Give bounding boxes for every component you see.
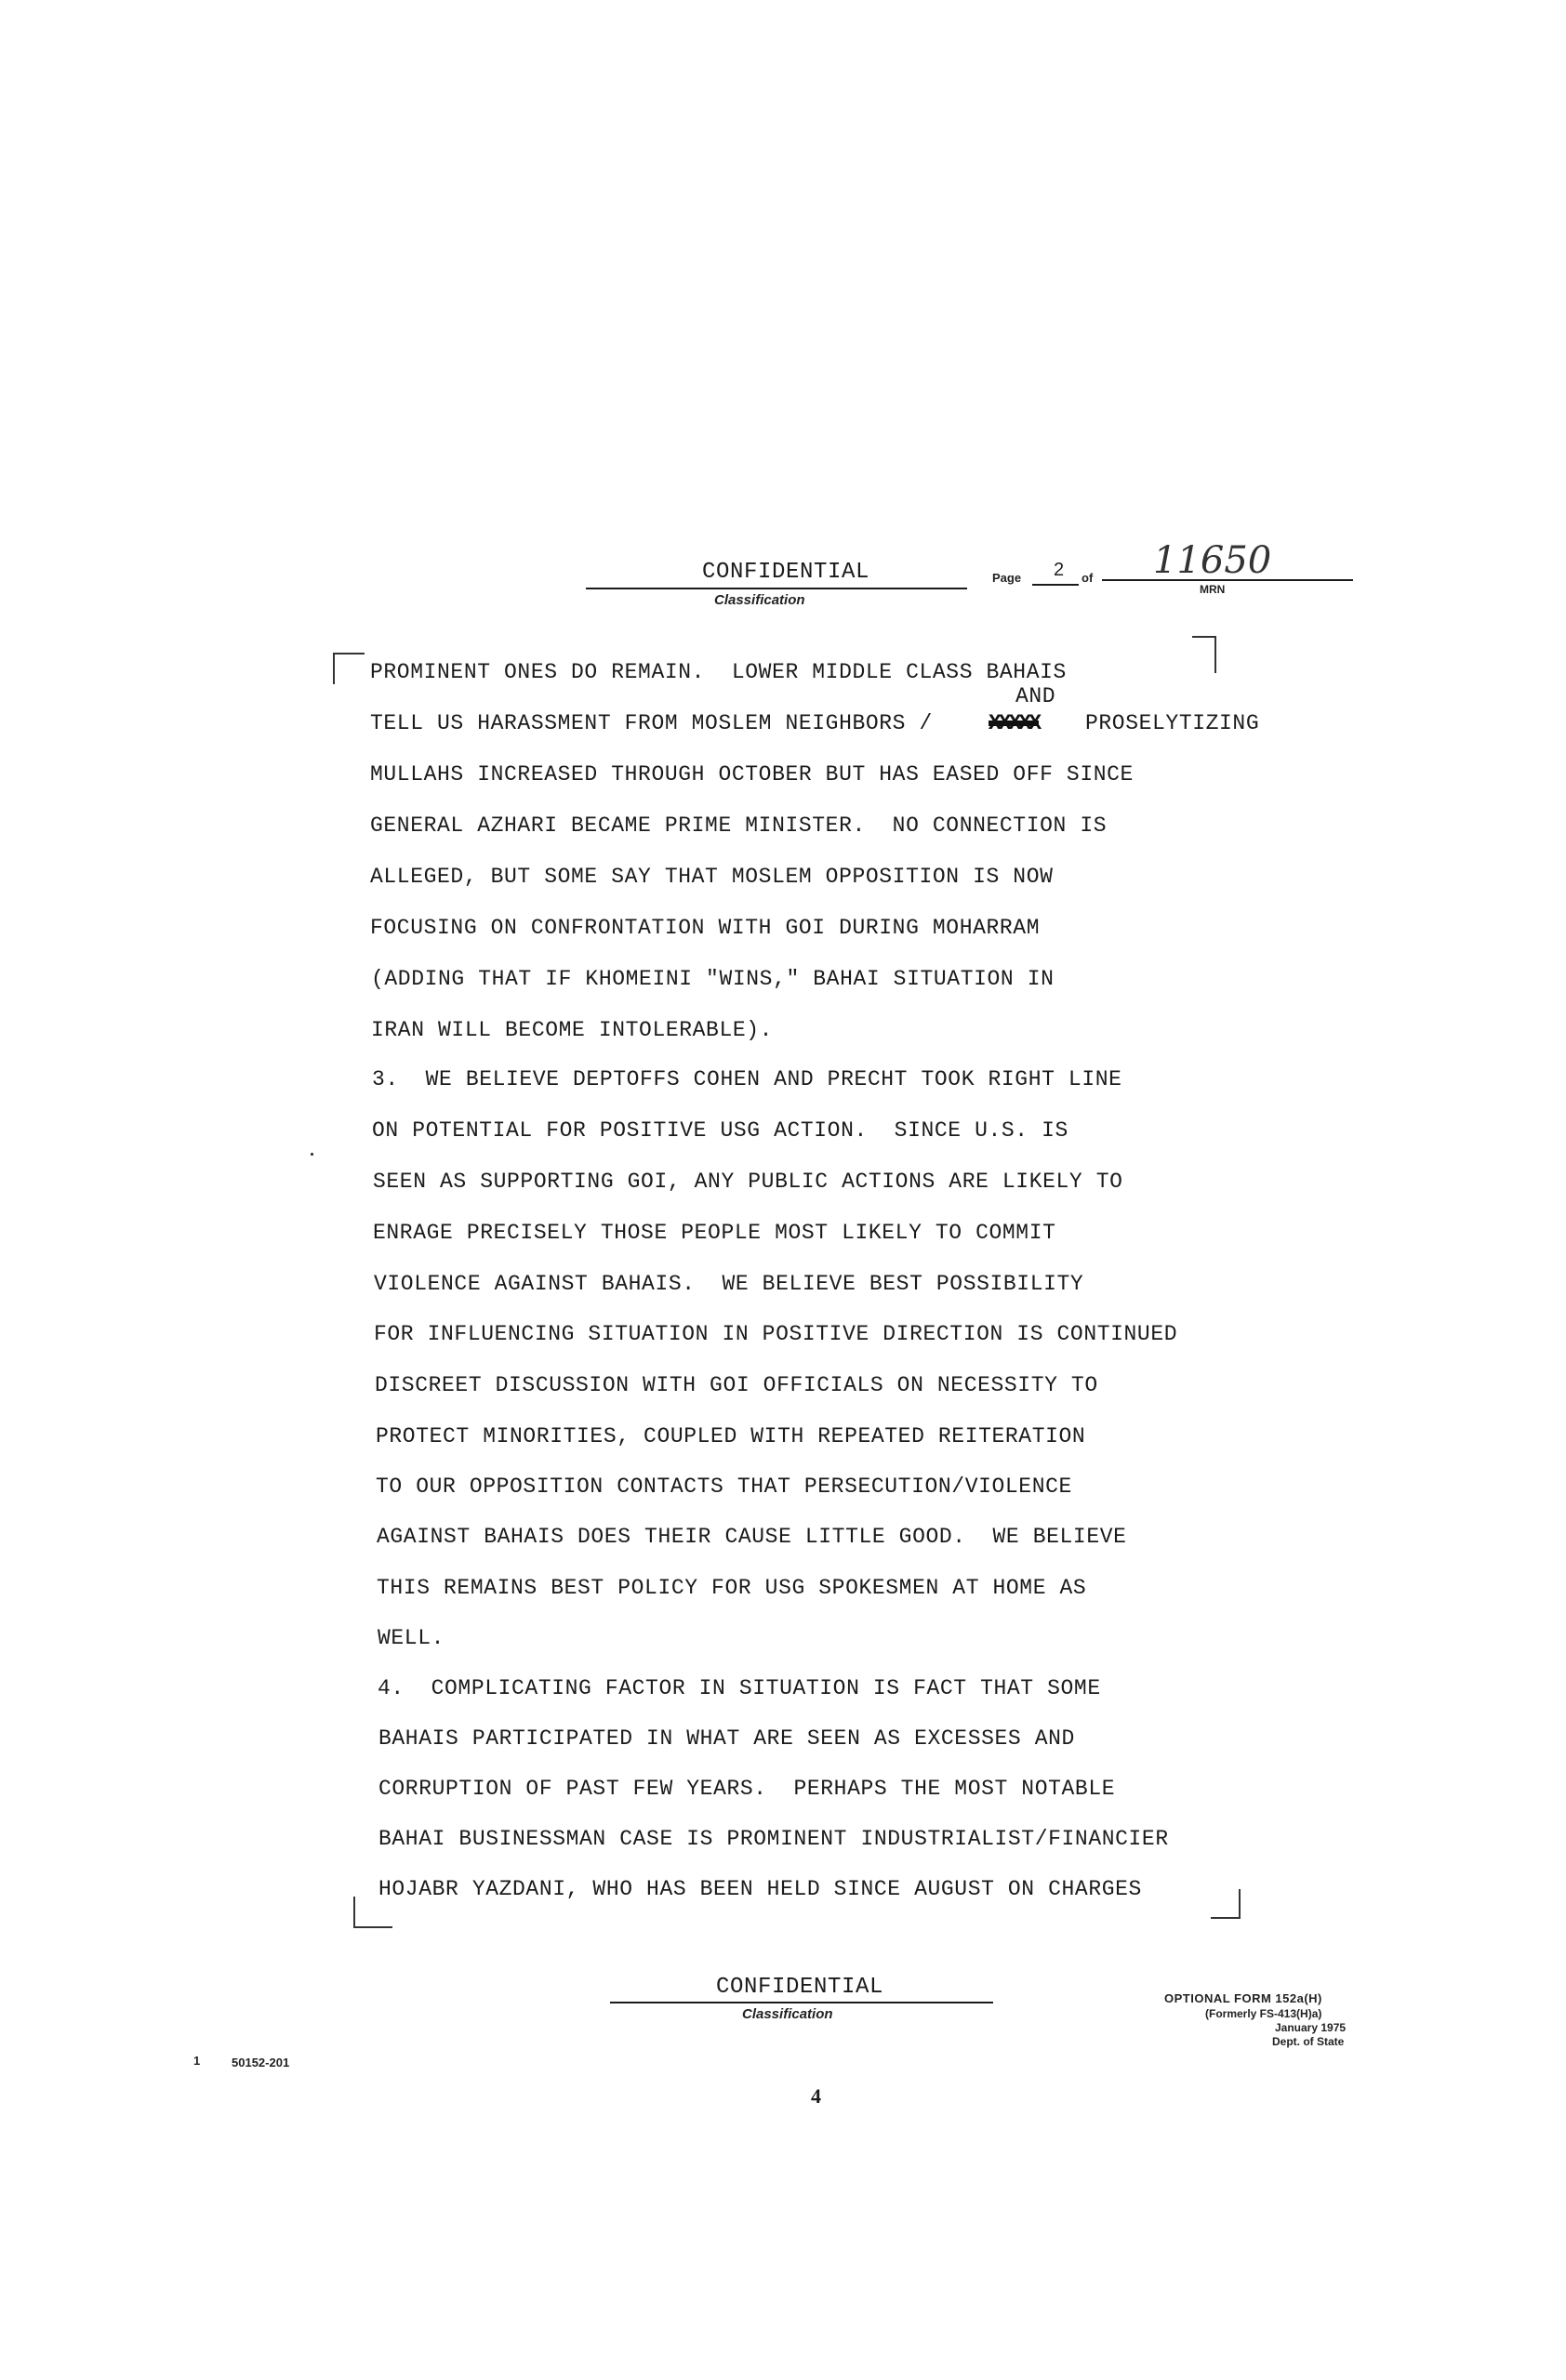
body-line: ON POTENTIAL FOR POSITIVE USG ACTION. SINCE U.S. IS [372, 1118, 1068, 1143]
body-line: CORRUPTION OF PAST FEW YEARS. PERHAPS THE MOST NOTABLE [378, 1777, 1116, 1801]
stock-mark: 1 [193, 2054, 201, 2068]
body-line: SEEN AS SUPPORTING GOI, ANY PUBLIC ACTIONS ARE LIKELY TO [373, 1170, 1123, 1194]
body-line: TELL US HARASSMENT FROM MOSLEM NEIGHBORS / [370, 711, 933, 735]
body-line: 4. COMPLICATING FACTOR IN SITUATION IS FACT THAT SOME [378, 1676, 1101, 1700]
body-line: WELL. [378, 1626, 445, 1650]
form-line-2: (Formerly FS-413(H)a) [1205, 2007, 1322, 2020]
header-mrn-label: MRN [1200, 583, 1226, 596]
form-line-3: January 1975 [1275, 2021, 1347, 2034]
body-line: 3. WE BELIEVE DEPTOFFS COHEN AND PRECHT TOOK RIGHT LINE [372, 1067, 1122, 1091]
header-classification: CONFIDENTIAL [702, 560, 870, 585]
body-line: ALLEGED, BUT SOME SAY THAT MOSLEM OPPOSITION IS NOW [370, 865, 1054, 889]
bracket-bottom-left [353, 1897, 392, 1928]
body-line: VIOLENCE AGAINST BAHAIS. WE BELIEVE BEST POSSIBILITY [374, 1272, 1084, 1296]
body-line: TO OUR OPPOSITION CONTACTS THAT PERSECUTION/VIOLENCE [376, 1474, 1072, 1499]
body-line: HOJABR YAZDANI, WHO HAS BEEN HELD SINCE AUGUST ON CHARGES [378, 1877, 1142, 1901]
footer-classification-label: Classification [742, 2006, 833, 2022]
stock-number: 50152-201 [232, 2056, 290, 2069]
body-line: GENERAL AZHARI BECAME PRIME MINISTER. NO CONNECTION IS [370, 813, 1108, 838]
body-line: (ADDING THAT IF KHOMEINI "WINS," BAHAI SITUATION IN [371, 967, 1055, 991]
body-line: ENRAGE PRECISELY THOSE PEOPLE MOST LIKELY TO COMMIT [373, 1221, 1056, 1245]
bracket-top-right [1192, 636, 1216, 673]
footer-classification-rule [610, 2002, 993, 2003]
bracket-top-left [333, 653, 365, 684]
body-line-strikeout: XXXXX [989, 711, 1040, 735]
body-line: MULLAHS INCREASED THROUGH OCTOBER BUT HAS EASED OFF SINCE [370, 762, 1134, 787]
body-line: FOCUSING ON CONFRONTATION WITH GOI DURING MOHARRAM [370, 916, 1041, 940]
margin-mark [311, 1153, 313, 1165]
header-classification-label: Classification [714, 592, 805, 608]
footer-page-number: 4 [811, 2084, 821, 2108]
body-line: IRAN WILL BECOME INTOLERABLE). [371, 1018, 774, 1042]
body-line-insertion: AND [1015, 684, 1056, 708]
header-of-label: of [1082, 571, 1094, 585]
header-page-rule [1032, 584, 1079, 586]
bracket-bottom-right [1211, 1889, 1241, 1919]
header-page-number: 2 [1054, 560, 1065, 580]
body-line: THIS REMAINS BEST POLICY FOR USG SPOKESMEN AT HOME AS [377, 1576, 1087, 1600]
body-line: BAHAI BUSINESSMAN CASE IS PROMINENT INDUSTRIALIST/FINANCIER [378, 1827, 1169, 1851]
body-line: FOR INFLUENCING SITUATION IN POSITIVE DIRECTION IS CONTINUED [374, 1322, 1178, 1346]
header-classification-rule [586, 588, 967, 589]
form-line-4: Dept. of State [1272, 2035, 1345, 2048]
body-line: DISCREET DISCUSSION WITH GOI OFFICIALS ON NECESSITY TO [375, 1373, 1098, 1397]
body-line: PROTECT MINORITIES, COUPLED WITH REPEATED REITERATION [376, 1424, 1086, 1448]
footer-classification: CONFIDENTIAL [716, 1975, 884, 2000]
body-line: AGAINST BAHAIS DOES THEIR CAUSE LITTLE GOOD. WE BELIEVE [377, 1525, 1127, 1549]
body-line: PROMINENT ONES DO REMAIN. LOWER MIDDLE CLASS BAHAIS [370, 660, 1067, 684]
body-line-continuation: PROSELYTIZING [1085, 711, 1260, 735]
body-line: BAHAIS PARTICIPATED IN WHAT ARE SEEN AS EXCESSES AND [378, 1726, 1075, 1751]
form-line-1: OPTIONAL FORM 152a(H) [1164, 1991, 1322, 2005]
header-page-label: Page [992, 571, 1022, 585]
header-mrn-number: 11650 [1153, 539, 1272, 582]
